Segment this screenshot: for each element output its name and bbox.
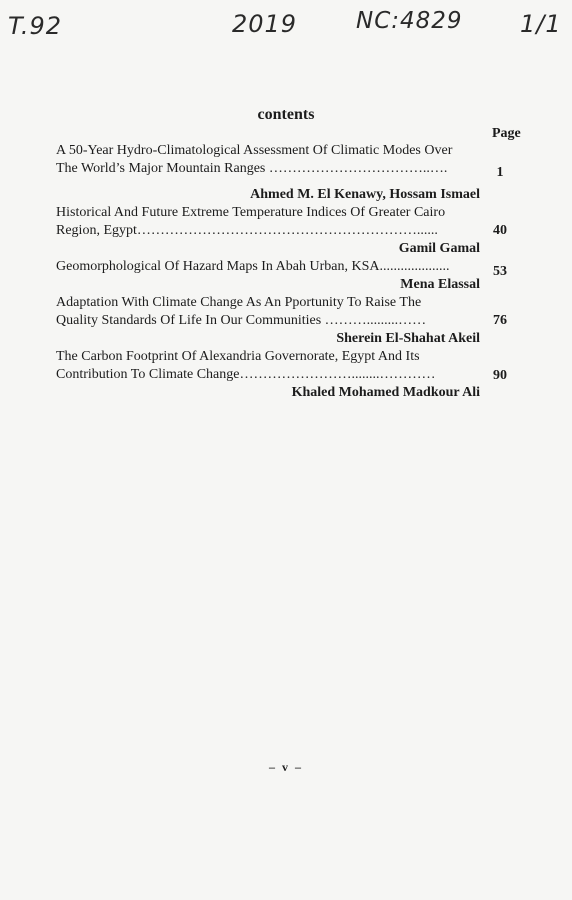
year-note: 2019 bbox=[232, 10, 298, 38]
entry-authors: Gamil Gamal bbox=[398, 241, 480, 256]
entry-title-line: Region, Egypt……………………………………………………...... bbox=[56, 223, 438, 238]
entry-authors: Khaled Mohamed Madkour Ali bbox=[291, 385, 480, 400]
toc-entry bbox=[56, 142, 516, 178]
entry-title-line: Contribution To Climate Change……………………........………… bbox=[56, 367, 436, 382]
entry-page-number: 1 bbox=[496, 165, 504, 180]
entry-title-line: Geomorphological Of Hazard Maps In Abah Urban, KSA.................... bbox=[56, 259, 450, 274]
entry-authors: Mena Elassal bbox=[400, 277, 480, 292]
handwritten-annotations bbox=[0, 6, 572, 46]
toc-entry bbox=[56, 204, 516, 240]
entry-title-line: The Carbon Footprint Of Alexandria Governorate, Egypt And Its bbox=[56, 349, 420, 364]
entry-page-number: 53 bbox=[493, 264, 507, 279]
entry-title-line: The World’s Major Mountain Ranges ……………………………..…. bbox=[56, 161, 448, 176]
entry-title-line: A 50-Year Hydro-Climatological Assessment Of Climatic Modes Over bbox=[56, 143, 453, 158]
catalog-number: T.92 bbox=[8, 12, 62, 40]
toc-entry bbox=[56, 294, 516, 330]
toc-entry bbox=[56, 348, 516, 384]
fraction-note: 1/1 bbox=[520, 10, 562, 38]
entry-authors: Ahmed M. El Kenawy, Hossam Ismael bbox=[250, 187, 480, 202]
page-footer: – v – bbox=[269, 760, 303, 774]
toc-entry bbox=[56, 258, 516, 279]
entry-title-line: Adaptation With Climate Change As An Pportunity To Raise The bbox=[56, 295, 422, 310]
entry-title-line: Historical And Future Extreme Temperature Indices Of Greater Cairo bbox=[56, 205, 446, 220]
page-column-label: Page bbox=[492, 126, 521, 141]
table-of-contents bbox=[56, 142, 516, 402]
entry-title-line: Quality Standards Of Life In Our Communities ……….........…… bbox=[56, 313, 427, 328]
entry-authors: Sherein El-Shahat Akeil bbox=[336, 331, 480, 346]
entry-page-number: 76 bbox=[493, 313, 507, 328]
entry-page-number: 40 bbox=[493, 223, 507, 238]
contents-heading: contents bbox=[257, 106, 315, 123]
entry-page-number: 90 bbox=[493, 368, 507, 383]
reference-note: NC:4829 bbox=[356, 8, 463, 34]
